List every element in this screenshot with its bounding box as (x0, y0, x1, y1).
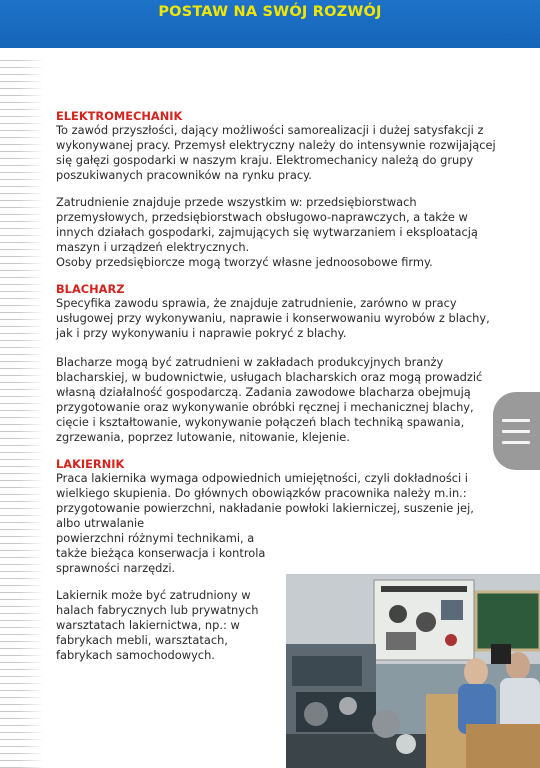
section-title-blacharz: BLACHARZ (56, 282, 125, 296)
hamburger-icon (502, 430, 530, 433)
hamburger-icon (502, 419, 530, 422)
section-paragraph: Specyfika zawodu sprawia, że znajduje zatrudnienie, zarówno w pracy usługowej przy wykonywaniu, naprawie i konserwowaniu wyrobów z blachy, jak i przy wykonywaniu i naprawie pokryć z blachy. (56, 296, 490, 340)
section-paragraph: powierzchni różnymi technikami, a także bieżąca konserwacja i kontrola sprawności narzędzi. (56, 531, 266, 575)
section-paragraph: Osoby przedsiębiorcze mogą tworzyć własne jednoosobowe firmy. (56, 255, 433, 269)
section-paragraph: Praca lakiernika wymaga odpowiednich umiejętności, czyli dokładności i wielkiego skupienia. Do głównych obowiązków pracownika należy m.in.: przygotowanie powierzchni, nakładanie powłoki lakierniczej, suszenie jej, albo utrwalanie (56, 471, 474, 530)
page-header (0, 0, 540, 48)
section-paragraph: To zawód przyszłości, dający możliwości samorealizacji i dużej satysfakcji z wykonywanej pracy. Przemysł elektryczny należy do intensywnie rozwijającej się gałęzi gospodarki w naszym kraju. Elektromechanicy należą do grupy poszukiwanych pracowników na rynku pracy. (56, 123, 496, 182)
section-title-lakiernik: LAKIERNIK (56, 457, 125, 471)
scroll-handle[interactable] (493, 392, 540, 470)
hamburger-icon (502, 441, 530, 444)
page-title: POSTAW NA SWÓJ ROZWÓJ (158, 4, 382, 20)
section-paragraph: Lakiernik może być zatrudniony w halach fabrycznych lub prywatnych warsztatach lakiernictwa, np.: w fabrykach mebli, warsztatach, fabrykach samochodowych. (56, 588, 259, 662)
section-title-elektromechanik: ELEKTROMECHANIK (56, 109, 183, 123)
classroom-photo-image (286, 574, 540, 768)
section-paragraph: Blacharze mogą być zatrudnieni w zakładach produkcyjnych branży blacharskiej, w budownictwie, usługach blacharskich oraz mogą prowadzić własną działalność gospodarczą. Zadania zawodowe blacharza obejmują przygotowanie oraz wykonywanie obróbki ręcznej i mechanicznej blachy, cięcie i kształtowanie, wykonywanie połączeń blach techniką spawania, zgrzewania, poprzez lutowanie, nitowanie, klejenie. (56, 355, 483, 444)
decorative-stripes (0, 60, 44, 768)
classroom-photo (286, 574, 540, 768)
section-paragraph: Zatrudnienie znajduje przede wszystkim w: przedsiębiorstwach przemysłowych, przedsiębiorstwach obsługowo-naprawczych, a także w innych działach gospodarki, zajmujących się wytwarzaniem i eksploatacją maszyn i urządzeń elektrycznych. (56, 195, 478, 254)
